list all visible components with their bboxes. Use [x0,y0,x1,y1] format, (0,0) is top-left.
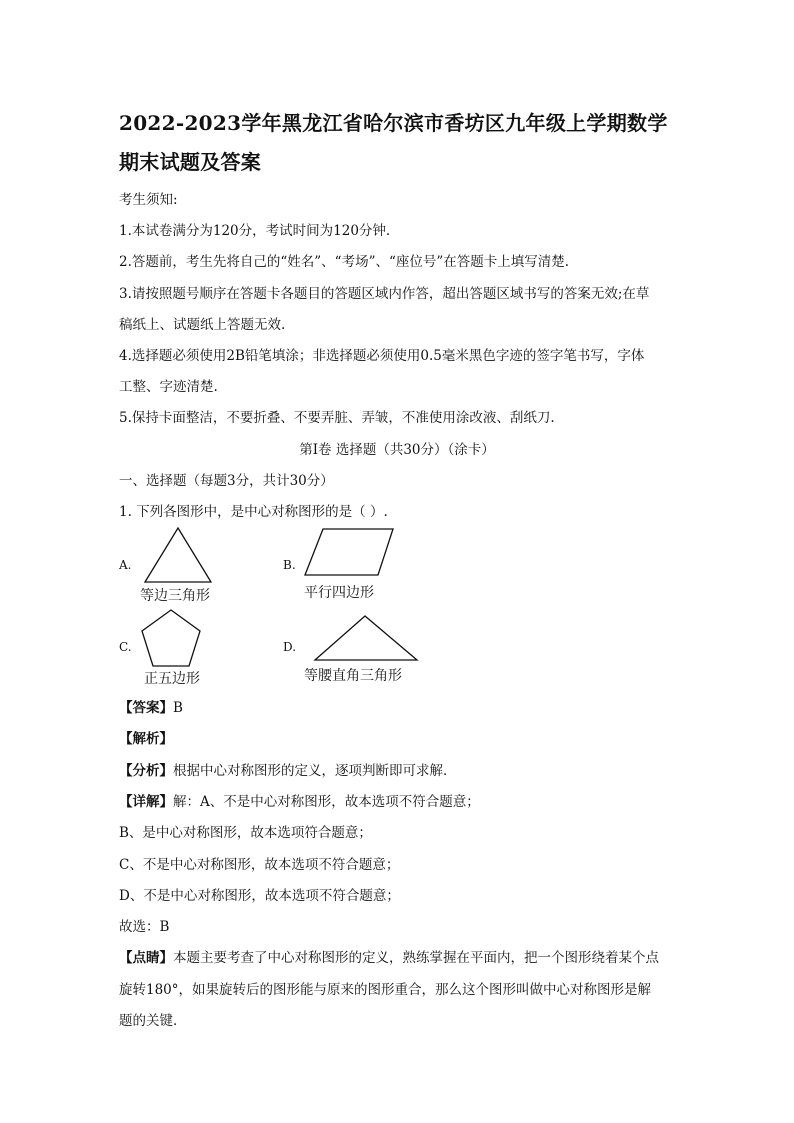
equilateral-triangle-icon [140,525,216,585]
isosceles-right-triangle-icon [310,612,422,664]
fenxi-line [119,759,457,779]
answer-line [119,696,183,716]
option-b-letter: B. [283,558,296,572]
dianjing-text-2: 旋转180°，如果旋转后的图形能与原来的图形重合，那么这个图形叫做中心对称图形是解 [119,982,652,998]
notice-header: 考生须知: [119,192,178,208]
answer-tag: 【答案】 [119,700,173,716]
notice-item-3-cont: 稿纸上、试题纸上答题无效. [119,317,286,333]
dianjing-text-1: 本题主要考查了中心对称图形的定义，熟练掌握在平面内，把一个图形绕着某个点 [173,950,659,966]
dianjing-tag: 【点睛】 [119,950,173,966]
analysis-line [119,727,173,747]
xiangjie-text-4: D、不是中心对称图形，故本选项不符合题意； [119,888,400,904]
dianjing-line [119,946,659,966]
notice-item-2: 2.答题前，考生先将自己的“姓名”、“考场”、“座位号”在答题卡上填写清楚. [119,254,570,270]
option-c-letter: C. [119,640,132,654]
xiangjie-text-3: C、不是中心对称图形，故本选项不符合题意； [119,857,400,873]
xiangjie-text-1: 解：A、不是中心对称图形，故本选项不符合题意； [173,794,480,810]
notice-item-5: 5.保持卡面整洁，不要折叠、不要弄脏、弄皱，不准使用涂改液、刮纸刀. [119,410,555,426]
volume-title: 第Ⅰ卷 选择题（共30分）（涂卡） [299,442,495,458]
fenxi-text: 根据中心对称图形的定义，逐项判断即可求解． [173,763,457,779]
option-a-letter: A. [119,558,132,572]
option-a-caption: 等边三角形 [140,588,210,604]
answer-value: B [173,700,183,716]
xiangjie-tag: 【详解】 [119,794,173,810]
notice-item-4-cont: 工整、字迹清楚. [119,379,218,395]
fenxi-tag: 【分析】 [119,763,173,779]
part-title: 一、选择题（每题3分，共计30分） [119,473,334,489]
option-b-caption: 平行四边形 [304,585,374,601]
option-d-caption: 等腰直角三角形 [304,668,402,684]
document-title-line-1: 2022-2023学年黑龙江省哈尔滨市香坊区九年级上学期数学 [119,111,668,135]
regular-pentagon-icon [138,606,204,670]
document-title-line-2: 期末试题及答案 [119,150,262,174]
notice-item-3: 3.请按照题号顺序在答题卡各题目的答题区域内作答，超出答题区域书写的答案无效;在草 [119,286,650,302]
dianjing-text-3: 题的关键． [119,1013,187,1029]
xiangjie-text-5: 故选：B [119,919,170,935]
option-d-letter: D. [283,640,297,654]
option-c-caption: 正五边形 [144,671,200,687]
analysis-tag: 【解析】 [119,731,173,747]
parallelogram-icon [300,524,400,580]
question-1-stem: 1. 下列各图形中，是中心对称图形的是（ ）. [119,504,388,520]
xiangjie-text-2: B、是中心对称图形，故本选项符合题意； [119,825,372,841]
notice-item-1: 1.本试卷满分为120分，考试时间为120分钟. [119,223,391,239]
notice-item-4: 4.选择题必须使用2B铅笔填涂；非选择题必须使用0.5毫米黑色字迹的签字笔书写，字体 [119,348,645,364]
xiangjie-line [119,790,480,810]
